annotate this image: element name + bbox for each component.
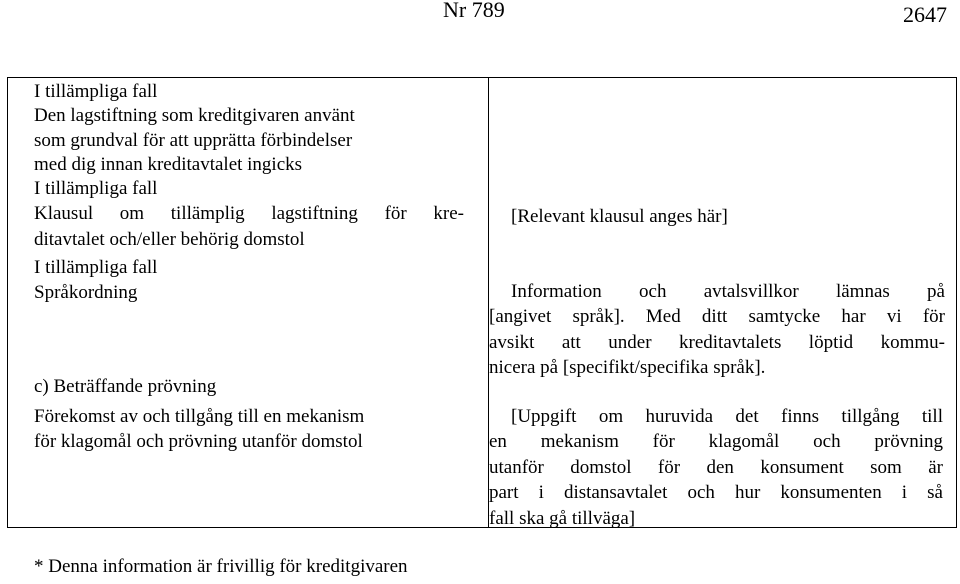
left-sec1-line3: med dig innan kreditavtalet ingicks xyxy=(34,154,303,175)
right-lang-line2: [angivet språk]. Med ditt samtycke har vi för xyxy=(489,306,945,327)
left-sec2-heading: I tillämpliga fall xyxy=(34,178,158,199)
left-sec3-heading: I tillämpliga fall xyxy=(34,257,158,278)
right-lang-line4: nicera på [specifikt/specifika språk]. xyxy=(489,357,766,378)
left-sec1-heading: I tillämpliga fall xyxy=(34,81,158,102)
right-clause-placeholder: [Relevant klausul anges här] xyxy=(511,206,728,227)
right-complaint-line1: [Uppgift om huruvida det finns tillgång till xyxy=(511,406,943,427)
left-sec2-line1: Klausul om tillämplig lagstiftning för kre- xyxy=(34,203,464,224)
right-complaint-line4: part i distansavtalet och hur konsumenten i så xyxy=(489,482,943,503)
left-sec4-heading: c) Beträffande prövning xyxy=(34,376,217,397)
right-lang-line1: Information och avtalsvillkor lämnas på xyxy=(511,281,945,302)
left-sec4-line2: för klagomål och prövning utanför domstol xyxy=(34,431,363,452)
left-sec1-line2: som grundval för att upprätta förbindelser xyxy=(34,130,353,151)
page-number: 2647 xyxy=(903,2,947,27)
document-number: Nr 789 xyxy=(443,0,505,22)
left-sec1-line1: Den lagstiftning som kreditgivaren använt xyxy=(34,105,355,126)
footnote: * Denna information är frivillig för kreditgivaren xyxy=(34,556,408,577)
left-sec4-line1: Förekomst av och tillgång till en mekanism xyxy=(34,406,365,427)
right-complaint-line2: en mekanism för klagomål och prövning xyxy=(489,431,943,452)
left-sec2-line2: ditavtalet och/eller behörig domstol xyxy=(34,229,305,250)
right-complaint-line5: fall ska gå tillväga] xyxy=(489,508,636,529)
right-complaint-line3: utanför domstol för den konsument som är xyxy=(489,457,943,478)
right-lang-line3: avsikt att under kreditavtalets löptid kommu- xyxy=(489,332,945,353)
left-sec3-line1: Språkordning xyxy=(34,282,138,303)
